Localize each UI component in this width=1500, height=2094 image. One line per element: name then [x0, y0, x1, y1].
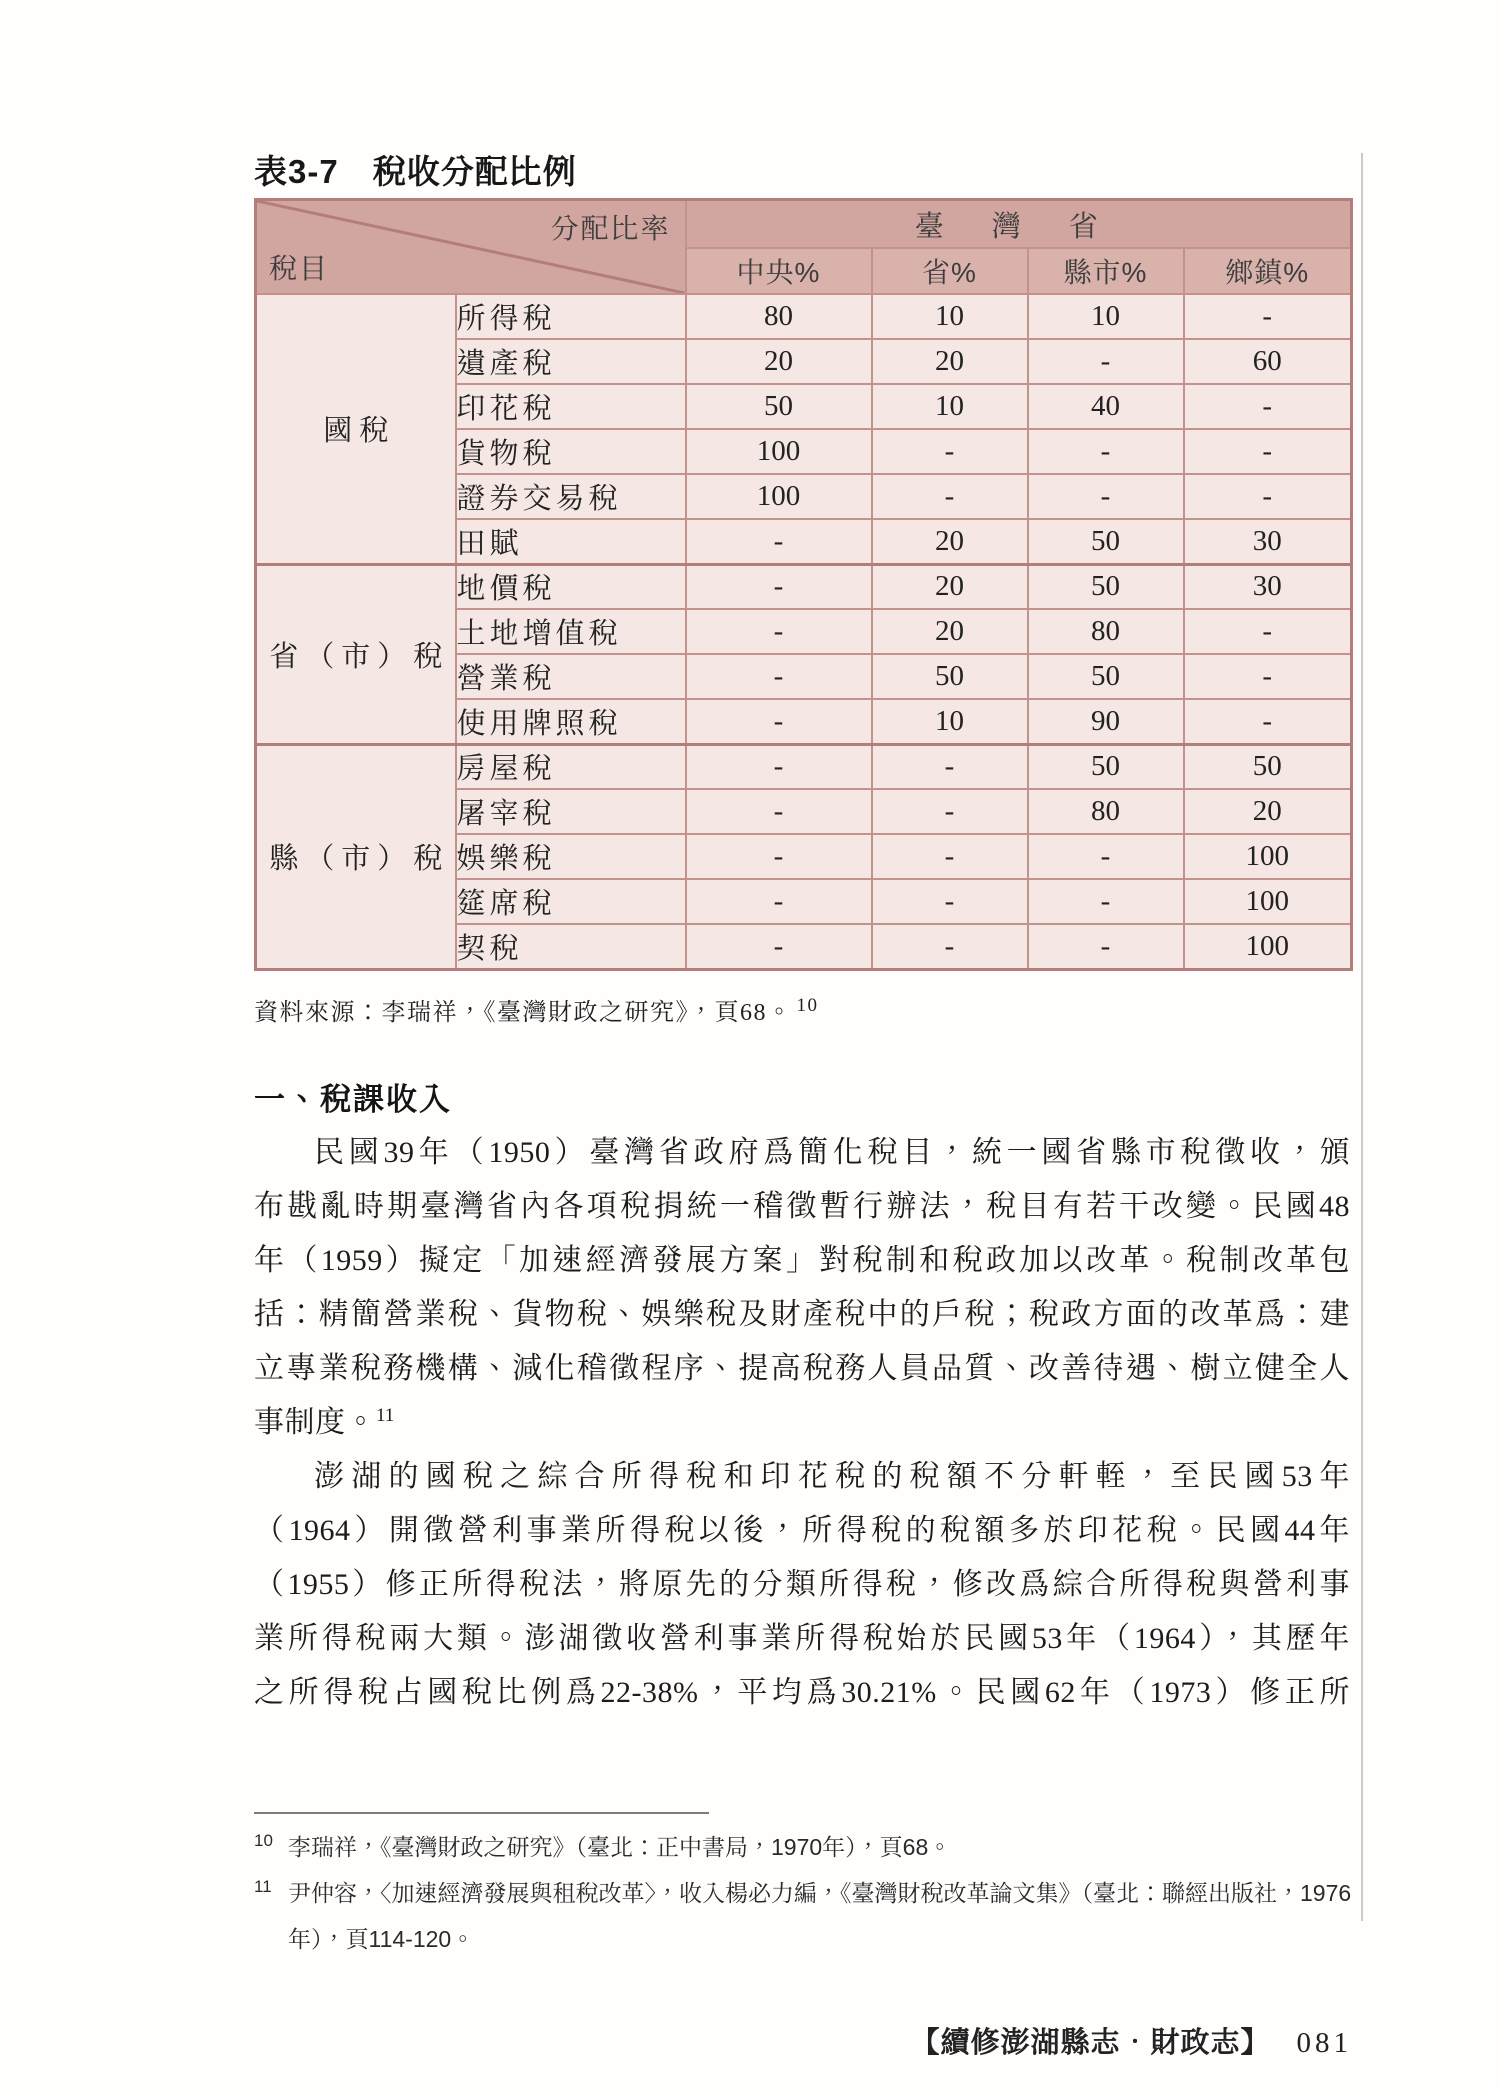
tax-name-cell: 證券交易稅	[456, 474, 686, 519]
table-row	[256, 294, 1352, 339]
value-cell: 50	[1028, 519, 1184, 564]
page-margin-rule	[1361, 153, 1363, 1921]
value-cell: 50	[1028, 654, 1184, 699]
value-cell: -	[1184, 699, 1352, 744]
text-line: 之所得稅占國稅比例爲22-38%，平均爲30.21%。民國62年（1973）修正所	[254, 1676, 1350, 1709]
footnote-body	[288, 1824, 1354, 1870]
value-cell: -	[1028, 339, 1184, 384]
value-cell: 10	[872, 384, 1028, 429]
value-cell: -	[1184, 474, 1352, 519]
value-cell: -	[1184, 609, 1352, 654]
corner-bottom-label: 稅目	[269, 253, 330, 284]
text-line: 民國39年（1950）臺灣省政府爲簡化稅目，統一國省縣市稅徵收，頒	[314, 1136, 1350, 1169]
value-cell: -	[686, 744, 872, 789]
value-cell: 20	[872, 339, 1028, 384]
value-cell: -	[686, 654, 872, 699]
footnote-body	[288, 1870, 1354, 1962]
value-cell: 20	[1184, 789, 1352, 834]
column-header-township: 鄉鎮%	[1184, 248, 1352, 294]
column-header-central: 中央%	[686, 248, 872, 294]
section-heading: 一、稅課收入	[254, 1082, 452, 1117]
value-cell: 100	[1184, 834, 1352, 879]
body-text	[254, 1126, 1350, 1720]
value-cell: 50	[1028, 564, 1184, 609]
value-cell: 80	[686, 294, 872, 339]
value-cell: -	[1184, 384, 1352, 429]
value-cell: 50	[872, 654, 1028, 699]
tax-name-cell: 遺產稅	[456, 339, 686, 384]
text-line-fragment: 事制度。	[254, 1406, 376, 1439]
table-row	[256, 564, 1352, 609]
value-cell: 20	[872, 519, 1028, 564]
corner-header-cell	[256, 200, 686, 295]
value-cell: 60	[1184, 339, 1352, 384]
group-cell-provincial: 省（市）稅	[256, 564, 456, 744]
text-line: 立專業稅務機構、減化稽徵程序、提高稅務人員品質、改善待遇、樹立健全人	[254, 1352, 1350, 1385]
value-cell: -	[872, 744, 1028, 789]
table-source	[254, 992, 1350, 1027]
value-cell: 10	[872, 699, 1028, 744]
value-cell: 10	[872, 294, 1028, 339]
tax-name-cell: 印花稅	[456, 384, 686, 429]
value-cell: -	[872, 924, 1028, 969]
footnote-line: 年），頁114-120。	[288, 1926, 475, 1952]
tax-name-cell: 屠宰稅	[456, 789, 686, 834]
value-cell: 30	[1184, 564, 1352, 609]
text-line: 澎湖的國稅之綜合所得稅和印花稅的稅額不分軒輊，至民國53年	[314, 1460, 1350, 1493]
value-cell: -	[686, 879, 872, 924]
value-cell: -	[686, 519, 872, 564]
table-title: 表3-7 稅收分配比例	[254, 153, 577, 190]
paragraph-1	[254, 1126, 1350, 1450]
table-header-row-1	[256, 200, 1352, 249]
value-cell: 100	[1184, 879, 1352, 924]
value-cell: 10	[1028, 294, 1184, 339]
tax-name-cell: 地價稅	[456, 564, 686, 609]
value-cell: 100	[686, 429, 872, 474]
page-number: 081	[1296, 2027, 1352, 2059]
footnote-divider	[254, 1812, 709, 1814]
text-line: （1955）修正所得稅法，將原先的分類所得稅，修改爲綜合所得稅與營利事	[254, 1568, 1350, 1601]
group-cell-national: 國稅	[256, 294, 456, 564]
value-cell: -	[686, 609, 872, 654]
tax-name-cell: 土地增值稅	[456, 609, 686, 654]
value-cell: -	[1184, 429, 1352, 474]
value-cell: 100	[686, 474, 872, 519]
value-cell: -	[1184, 654, 1352, 699]
group-cell-county: 縣（市）稅	[256, 744, 456, 969]
source-footnote-ref: 10	[796, 995, 819, 1016]
value-cell: 80	[1028, 609, 1184, 654]
footnote-10	[254, 1824, 1354, 1870]
value-cell: 50	[1028, 744, 1184, 789]
value-cell: 50	[686, 384, 872, 429]
tax-name-cell: 使用牌照稅	[456, 699, 686, 744]
footnote-number: 10	[254, 1831, 273, 1850]
value-cell: 90	[1028, 699, 1184, 744]
value-cell: 80	[1028, 789, 1184, 834]
value-cell: -	[1028, 879, 1184, 924]
column-header-county: 縣市%	[1028, 248, 1184, 294]
tax-name-cell: 所得稅	[456, 294, 686, 339]
value-cell: -	[872, 879, 1028, 924]
value-cell: 40	[1028, 384, 1184, 429]
book-title: 【續修澎湖縣志．財政志】	[910, 2027, 1271, 2059]
text-line: 年（1959）擬定「加速經濟發展方案」對稅制和稅政加以改革。稅制改革包	[254, 1244, 1350, 1277]
value-cell: -	[686, 789, 872, 834]
text-line	[254, 1396, 1350, 1450]
tax-name-cell: 筵席稅	[456, 879, 686, 924]
value-cell: 100	[1184, 924, 1352, 969]
value-cell: -	[1028, 429, 1184, 474]
footnote-line: 尹仲容，〈加速經濟發展與租稅改革〉，收入楊必力編，《臺灣財稅改革論文集》（臺北：聯經出版社，1976	[288, 1880, 1352, 1906]
value-cell: -	[686, 699, 872, 744]
value-cell: 20	[872, 564, 1028, 609]
value-cell: -	[1184, 294, 1352, 339]
value-cell: -	[686, 564, 872, 609]
province-header: 臺灣省	[686, 200, 1352, 249]
value-cell: -	[686, 834, 872, 879]
text-line: （1964）開徵營利事業所得稅以後，所得稅的稅額多於印花稅。民國44年	[254, 1514, 1350, 1547]
footnotes	[254, 1812, 1354, 1962]
tax-name-cell: 田賦	[456, 519, 686, 564]
value-cell: 50	[1184, 744, 1352, 789]
value-cell: -	[1028, 924, 1184, 969]
value-cell: 20	[872, 609, 1028, 654]
footnote-line: 李瑞祥，《臺灣財政之研究》（臺北：正中書局，1970年），頁68。	[288, 1834, 952, 1860]
tax-name-cell: 營業稅	[456, 654, 686, 699]
table-source-text: 資料來源：李瑞祥，《臺灣財政之研究》，頁68。	[254, 1000, 793, 1026]
value-cell: -	[872, 429, 1028, 474]
footnote-11	[254, 1870, 1354, 1962]
page-footer	[910, 2020, 1352, 2061]
footnote-number: 11	[254, 1877, 272, 1896]
value-cell: 20	[686, 339, 872, 384]
column-header-province: 省%	[872, 248, 1028, 294]
value-cell: 30	[1184, 519, 1352, 564]
paragraph-2	[254, 1450, 1350, 1720]
text-line: 括：精簡營業稅、貨物稅、娛樂稅及財產稅中的戶稅；稅政方面的改革爲：建	[254, 1298, 1350, 1331]
table-row	[256, 744, 1352, 789]
value-cell: -	[1028, 474, 1184, 519]
tax-name-cell: 娛樂稅	[456, 834, 686, 879]
text-line: 布戡亂時期臺灣省內各項稅捐統一稽徵暫行辦法，稅目有若干改變。民國48	[254, 1190, 1350, 1223]
value-cell: -	[686, 924, 872, 969]
value-cell: -	[1028, 834, 1184, 879]
value-cell: -	[872, 474, 1028, 519]
corner-top-label: 分配比率	[550, 213, 671, 244]
body-footnote-ref: 11	[376, 1405, 395, 1426]
tax-name-cell: 貨物稅	[456, 429, 686, 474]
tax-name-cell: 契稅	[456, 924, 686, 969]
value-cell: -	[872, 789, 1028, 834]
value-cell: -	[872, 834, 1028, 879]
tax-distribution-table	[254, 198, 1353, 971]
tax-name-cell: 房屋稅	[456, 744, 686, 789]
text-line: 業所得稅兩大類。澎湖徵收營利事業所得稅始於民國53年（1964），其歷年	[254, 1622, 1350, 1655]
